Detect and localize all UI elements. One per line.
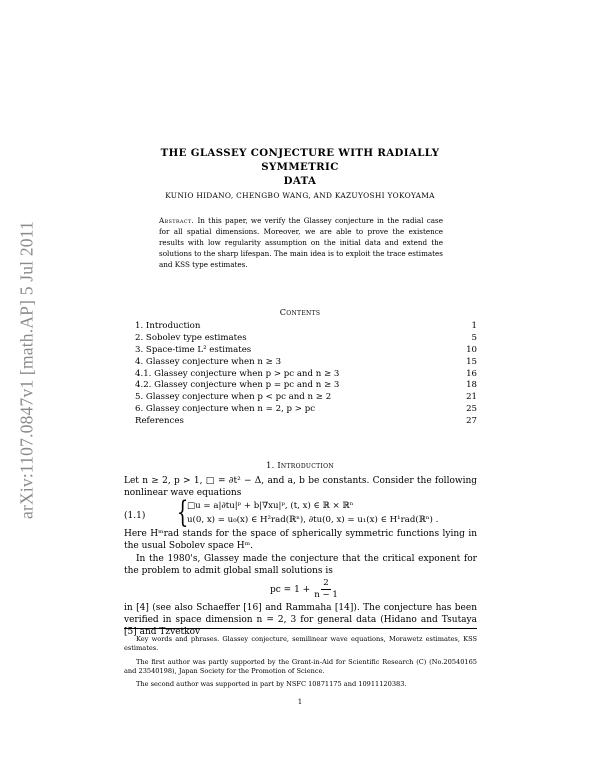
page-number: 1 <box>297 698 303 706</box>
footnote-keywords: Key words and phrases. Glassey conjecture, semilinear wave equations, Morawetz estimates, KSS estimates. <box>124 635 477 653</box>
toc-entry[interactable] <box>135 345 477 357</box>
toc-entry[interactable] <box>135 369 477 381</box>
toc-entry-label: 4.2. Glassey conjecture when p = pc and n ≥ 3 <box>135 380 340 391</box>
contents-heading: Contents <box>279 307 321 317</box>
toc-entry-page: 15 <box>466 356 477 367</box>
abstract-text: In this paper, we verify the Glassey conjecture in the radial case for all spatial dimensions. Moreover, we are able to prove the existence results with low regularity assumption on the initial data and extend the solutions to the sharp lifespan. The main idea is to exploit the trace estimates and KSS type estimates. <box>159 216 443 269</box>
formula-lhs: pc = 1 + <box>270 584 311 595</box>
title-line-1: THE GLASSEY CONJECTURE WITH RADIALLY SYMMETRIC <box>160 147 440 173</box>
toc-entry-page: 10 <box>466 344 477 355</box>
toc-entry-page: 5 <box>471 332 477 343</box>
toc-entry-label: 4. Glassey conjecture when n ≥ 3 <box>135 356 282 367</box>
arxiv-stamp: arXiv:1107.0847v1 [math.AP] 5 Jul 2011 <box>16 221 37 519</box>
toc-entry-label: 4.1. Glassey conjecture when p > pc and n ≥ 3 <box>135 368 340 379</box>
authors: KUNIO HIDANO, CHENGBO WANG, AND KAZUYOSHI YOKOYAMA <box>165 191 435 200</box>
toc-entry-page: 27 <box>466 416 477 427</box>
toc-entry[interactable] <box>135 392 477 404</box>
toc-entry-label: 2. Sobolev type estimates <box>135 332 247 343</box>
toc-entry[interactable] <box>135 333 477 345</box>
equation-line-2: u(0, x) = u₀(x) ∈ H²rad(ℝⁿ), ∂tu(0, x) = u₁(x) ∈ H¹rad(ℝⁿ) . <box>187 515 439 525</box>
equation-brace: { <box>176 495 189 530</box>
paper-title <box>120 146 480 188</box>
toc-entry-page: 21 <box>466 392 477 403</box>
abstract <box>159 215 443 270</box>
footnote-rule <box>124 628 477 629</box>
table-of-contents <box>135 321 477 428</box>
footnote-second-author: The second author was supported in part by NSFC 10871175 and 10911120383. <box>136 680 407 688</box>
toc-entry[interactable] <box>135 380 477 392</box>
abstract-label: Abstract. <box>159 216 195 225</box>
equation-line-1: □u = a|∂tu|ᵖ + b|∇xu|ᵖ, (t, x) ∈ ℝ × ℝⁿ <box>187 501 354 511</box>
toc-entry[interactable] <box>135 357 477 369</box>
footnote-first-author: The first author was partly supported by the Grant-in-Aid for Scientific Research (C) (No.20540165 and 23540198), Japan Society for the Promotion of Science. <box>124 658 477 676</box>
toc-entry-label: 5. Glassey conjecture when p < pc and n ≥ 2 <box>135 392 332 403</box>
toc-entry[interactable] <box>135 416 477 428</box>
equation-number: (1.1) <box>124 511 146 521</box>
formula-denominator: n − 1 <box>314 590 338 600</box>
intro-paragraph-1: Let n ≥ 2, p > 1, □ = ∂t² − Δ, and a, b be constants. Consider the following nonlinear wave equations <box>124 476 477 498</box>
title-line-2: DATA <box>283 175 317 187</box>
toc-entry[interactable] <box>135 404 477 416</box>
toc-entry-label: 6. Glassey conjecture when n = 2, p > pc <box>135 404 316 415</box>
toc-entry-page: 18 <box>466 380 477 391</box>
toc-entry-label: References <box>135 416 184 427</box>
toc-entry-page: 1 <box>471 321 477 331</box>
toc-entry-label: 3. Space-time L² estimates <box>135 344 252 355</box>
toc-entry-label: 1. Introduction <box>135 321 201 331</box>
critical-exponent-formula <box>270 578 338 601</box>
intro-paragraph-2: Here Hᵐrad stands for the space of spherically symmetric functions lying in the usual Sobolev space Hᵐ. <box>124 529 477 551</box>
toc-entry-page: 25 <box>466 404 477 415</box>
section-heading: 1. Introduction <box>266 460 334 470</box>
intro-paragraph-3: In the 1980's, Glassey made the conjecture that the critical exponent for the problem to admit global small solutions is <box>124 554 477 576</box>
toc-entry-page: 16 <box>466 368 477 379</box>
toc-entry[interactable] <box>135 321 477 333</box>
formula-fraction <box>314 578 338 601</box>
formula-numerator: 2 <box>323 578 329 588</box>
intro-paragraph-4: in [4] (see also Schaeffer [16] and Rammaha [14]). The conjecture has been verified in space dimension n = 2, 3 for general data (Hidano and Tsutaya [5] and Tzvetkov <box>124 603 477 637</box>
